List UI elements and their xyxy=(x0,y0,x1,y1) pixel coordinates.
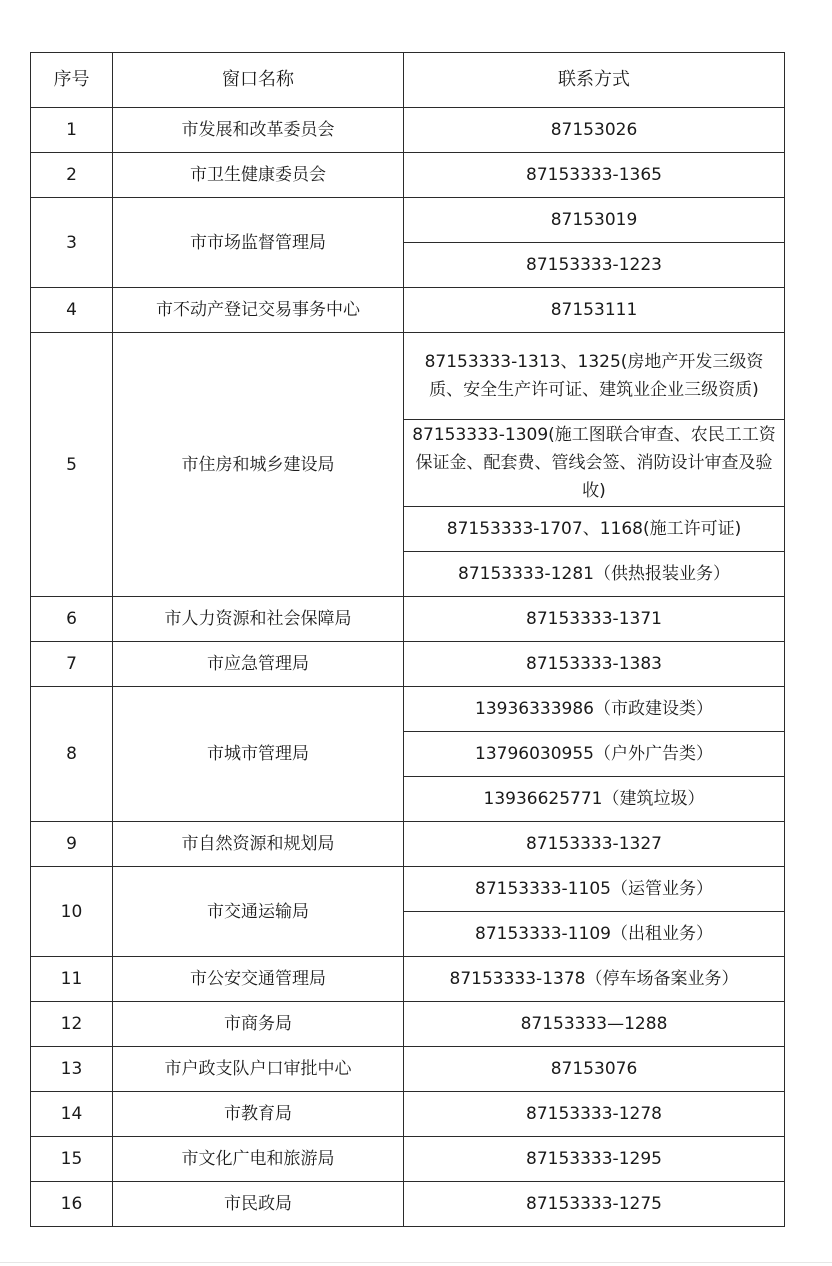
row-contact: 87153111 xyxy=(404,288,785,333)
row-index: 15 xyxy=(31,1137,113,1182)
row-index: 2 xyxy=(31,153,113,198)
row-contact: 13796030955（户外广告类） xyxy=(404,732,785,777)
table-row xyxy=(31,957,785,1002)
row-window-name: 市民政局 xyxy=(113,1182,404,1227)
row-contact: 87153333-1313、1325(房地产开发三级资质、安全生产许可证、建筑业企业三级资质) xyxy=(404,333,785,420)
row-window-name: 市交通运输局 xyxy=(113,867,404,957)
table-row xyxy=(31,822,785,867)
row-window-name: 市教育局 xyxy=(113,1092,404,1137)
row-contact: 87153019 xyxy=(404,198,785,243)
table-row xyxy=(31,153,785,198)
table-row xyxy=(31,108,785,153)
row-window-name: 市商务局 xyxy=(113,1002,404,1047)
row-window-name: 市应急管理局 xyxy=(113,642,404,687)
row-contact: 87153333-1105（运管业务） xyxy=(404,867,785,912)
row-window-name: 市卫生健康委员会 xyxy=(113,153,404,198)
header-index: 序号 xyxy=(31,53,113,108)
row-contact: 87153333-1223 xyxy=(404,243,785,288)
row-contact: 87153333-1278 xyxy=(404,1092,785,1137)
row-window-name: 市自然资源和规划局 xyxy=(113,822,404,867)
header-row xyxy=(31,53,785,108)
row-window-name: 市人力资源和社会保障局 xyxy=(113,597,404,642)
row-contact: 87153333-1281（供热报装业务） xyxy=(404,552,785,597)
row-contact: 87153333-1109（出租业务） xyxy=(404,912,785,957)
row-index: 11 xyxy=(31,957,113,1002)
table-row xyxy=(31,687,785,732)
table-row xyxy=(31,288,785,333)
row-contact: 87153333-1295 xyxy=(404,1137,785,1182)
row-window-name: 市发展和改革委员会 xyxy=(113,108,404,153)
row-contact: 87153333-1707、1168(施工许可证) xyxy=(404,507,785,552)
row-index: 6 xyxy=(31,597,113,642)
table-row xyxy=(31,1092,785,1137)
row-index: 7 xyxy=(31,642,113,687)
bottom-divider xyxy=(0,1262,832,1263)
row-index: 1 xyxy=(31,108,113,153)
row-contact: 87153333-1365 xyxy=(404,153,785,198)
header-contact: 联系方式 xyxy=(404,53,785,108)
row-contact: 87153333-1275 xyxy=(404,1182,785,1227)
table-row xyxy=(31,198,785,243)
row-window-name: 市市场监督管理局 xyxy=(113,198,404,288)
row-contact: 13936625771（建筑垃圾） xyxy=(404,777,785,822)
row-window-name: 市户政支队户口审批中心 xyxy=(113,1047,404,1092)
table-row xyxy=(31,1047,785,1092)
row-contact: 87153333—1288 xyxy=(404,1002,785,1047)
row-contact: 87153333-1378（停车场备案业务） xyxy=(404,957,785,1002)
contact-table xyxy=(30,52,785,1227)
header-window-name: 窗口名称 xyxy=(113,53,404,108)
row-index: 9 xyxy=(31,822,113,867)
row-index: 3 xyxy=(31,198,113,288)
table-row xyxy=(31,867,785,912)
row-contact: 87153026 xyxy=(404,108,785,153)
row-index: 16 xyxy=(31,1182,113,1227)
table-row xyxy=(31,1182,785,1227)
row-contact: 87153333-1383 xyxy=(404,642,785,687)
table-row xyxy=(31,1137,785,1182)
row-index: 13 xyxy=(31,1047,113,1092)
row-index: 4 xyxy=(31,288,113,333)
row-index: 12 xyxy=(31,1002,113,1047)
row-window-name: 市文化广电和旅游局 xyxy=(113,1137,404,1182)
table-row xyxy=(31,333,785,420)
row-index: 10 xyxy=(31,867,113,957)
row-window-name: 市不动产登记交易事务中心 xyxy=(113,288,404,333)
table-row xyxy=(31,642,785,687)
row-contact: 87153333-1371 xyxy=(404,597,785,642)
row-window-name: 市住房和城乡建设局 xyxy=(113,333,404,597)
table-row xyxy=(31,1002,785,1047)
row-index: 14 xyxy=(31,1092,113,1137)
row-contact: 87153333-1309(施工图联合审查、农民工工资保证金、配套费、管线会签、消防设计审查及验收) xyxy=(404,420,785,507)
row-index: 5 xyxy=(31,333,113,597)
row-window-name: 市城市管理局 xyxy=(113,687,404,822)
table-row xyxy=(31,597,785,642)
row-window-name: 市公安交通管理局 xyxy=(113,957,404,1002)
row-index: 8 xyxy=(31,687,113,822)
row-contact: 87153333-1327 xyxy=(404,822,785,867)
row-contact: 87153076 xyxy=(404,1047,785,1092)
row-contact: 13936333986（市政建设类） xyxy=(404,687,785,732)
